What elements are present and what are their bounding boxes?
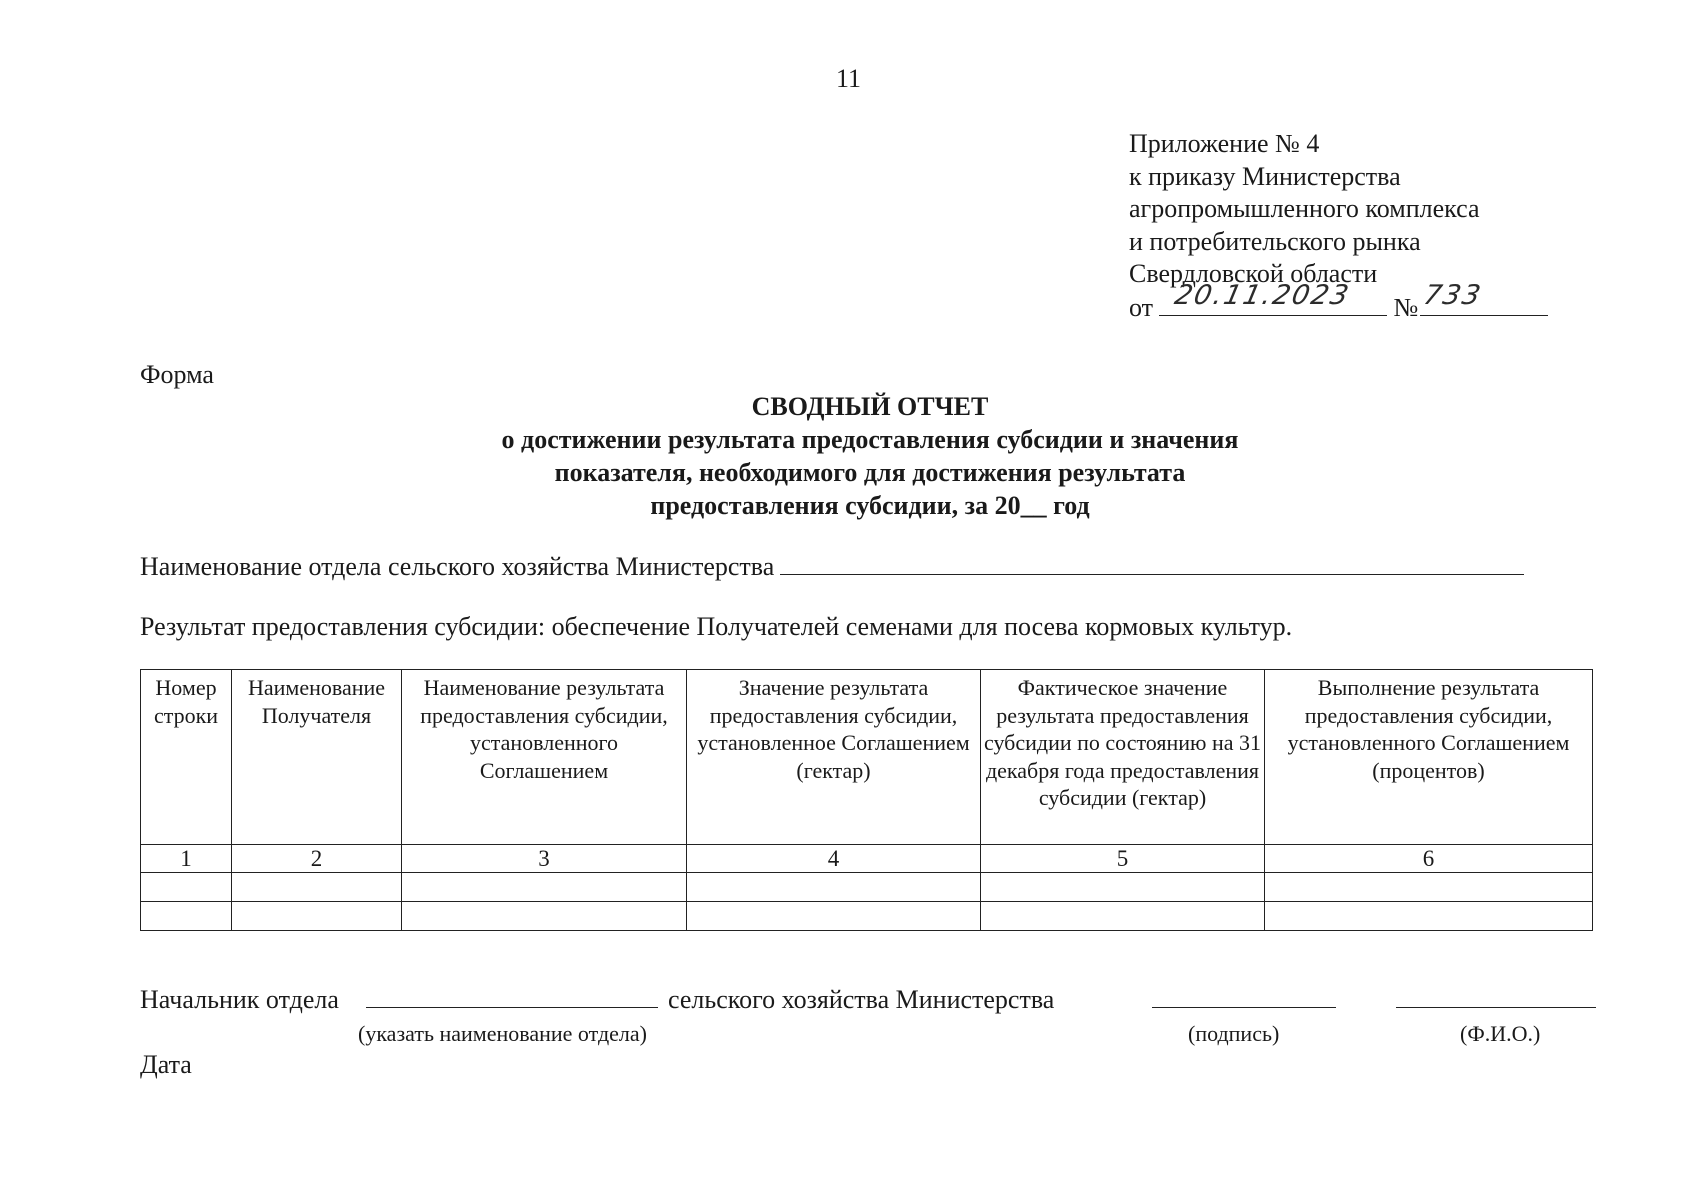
report-title: [0, 390, 1697, 522]
table-cell[interactable]: [141, 873, 232, 902]
appendix-line: Приложение № 4: [1129, 129, 1320, 158]
table-cell[interactable]: [232, 902, 402, 931]
handwritten-date: 20.11.2023: [1171, 280, 1354, 311]
table-cell[interactable]: [402, 902, 687, 931]
title-line-1: СВОДНЫЙ ОТЧЕТ: [751, 392, 989, 421]
result-text: Результат предоставления субсидии: обеспечение Получателей семенами для посева кормовых культур.: [140, 612, 1293, 641]
table-cell[interactable]: [232, 873, 402, 902]
header-agreed-value: Значение результата предоставления субсидии, установленное Соглашением (гектар): [687, 670, 981, 845]
title-line-2: о достижении результата предоставления субсидии и значения: [501, 425, 1239, 454]
number-prefix: №: [1393, 292, 1419, 322]
order-date-field: [1159, 280, 1387, 316]
header-recipient-name: Наименование Получателя: [232, 670, 402, 845]
form-label: Форма: [140, 360, 214, 389]
column-number: 4: [687, 845, 981, 873]
signature-block: [140, 985, 1600, 1065]
column-number: 6: [1265, 845, 1593, 873]
department-line: [140, 552, 1524, 582]
column-number: 5: [981, 845, 1265, 873]
signature-hint: (подпись): [1188, 1021, 1280, 1046]
page-number: 11: [835, 64, 862, 93]
fio-hint: (Ф.И.О.): [1460, 1021, 1541, 1046]
table-cell[interactable]: [981, 873, 1265, 902]
table-header-row: [141, 670, 1593, 845]
header-row-number: Номер строки: [141, 670, 232, 845]
column-number: 1: [141, 845, 232, 873]
appendix-block: [1129, 128, 1548, 324]
date-label: Дата: [140, 1050, 192, 1079]
header-completion: Выполнение результата предоставления субсидии, установленного Соглашением (процентов): [1265, 670, 1593, 845]
appendix-line: к приказу Министерства: [1129, 161, 1401, 191]
ministry-label: сельского хозяйства Министерства: [668, 985, 1055, 1014]
header-actual-value: Фактическое значение результата предоставления субсидии по состоянию на 31 декабря года предоставления субсидии (гектар): [981, 670, 1265, 845]
fio-field[interactable]: [1396, 1007, 1596, 1008]
report-table: [140, 669, 1593, 931]
order-number-field: [1420, 280, 1548, 316]
department-hint: (указать наименование отдела): [358, 1021, 647, 1046]
order-date-number-line: [1129, 280, 1548, 325]
department-label: Наименование отдела сельского хозяйства Министерства: [140, 552, 775, 581]
table-cell[interactable]: [402, 873, 687, 902]
appendix-line: Свердловской области: [1129, 259, 1378, 288]
column-number: 3: [402, 845, 687, 873]
table-cell[interactable]: [141, 902, 232, 931]
date-prefix: от: [1129, 292, 1154, 322]
head-label: Начальник отдела: [140, 985, 339, 1014]
handwritten-number: 733: [1421, 280, 1486, 311]
appendix-line: и потребительского рынка: [1129, 226, 1421, 256]
column-number-row: [141, 845, 1593, 873]
table-cell[interactable]: [1265, 902, 1593, 931]
header-result-name: Наименование результата предоставления субсидии, установленного Соглашением: [402, 670, 687, 845]
table-cell[interactable]: [981, 902, 1265, 931]
title-line-4: предоставления субсидии, за 20__ год: [650, 491, 1090, 520]
table-cell[interactable]: [687, 902, 981, 931]
title-line-3: показателя, необходимого для достижения результата: [554, 458, 1186, 487]
department-field[interactable]: [780, 552, 1524, 575]
table-row: [141, 902, 1593, 931]
table-cell[interactable]: [687, 873, 981, 902]
table-cell[interactable]: [1265, 873, 1593, 902]
table-row: [141, 873, 1593, 902]
signature-field[interactable]: [1152, 1007, 1336, 1008]
appendix-line: агропромышленного комплекса: [1129, 194, 1480, 223]
column-number: 2: [232, 845, 402, 873]
department-name-field[interactable]: [366, 1007, 658, 1008]
